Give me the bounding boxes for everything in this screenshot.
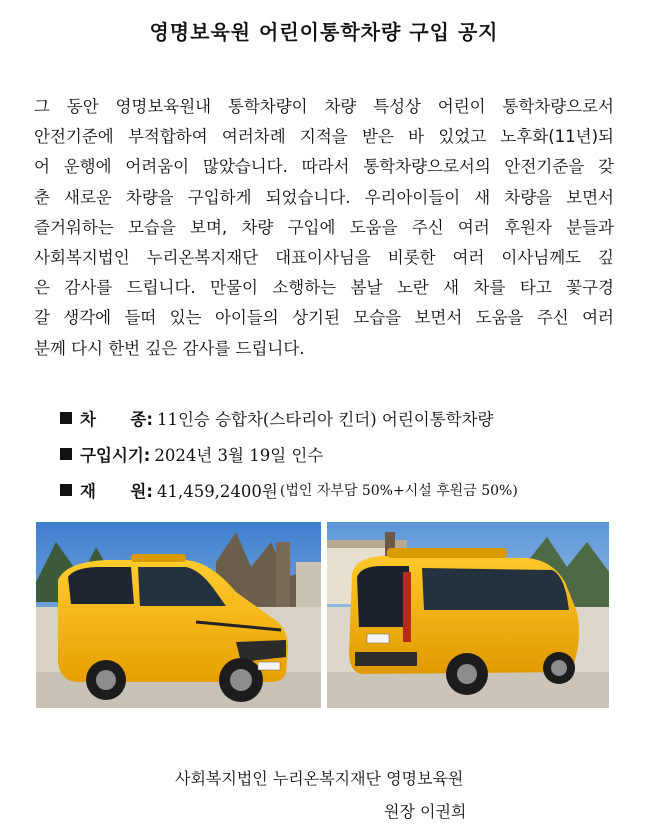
square-bullet-icon: [60, 484, 72, 496]
body-line: 어 운행에 어려움이 많았습니다. 따라서 통학차량으로서의 안전기준을 갖: [34, 157, 614, 177]
footer-director: 원장 이권희: [384, 802, 467, 821]
body-line: 분께 다시 한번 깊은 감사를 드립니다.: [34, 338, 305, 358]
spec-note: (법인 자부담 50%+시설 후원금 50%): [279, 483, 518, 499]
van-rear-photo: [327, 522, 609, 708]
body-line: 그 동안 영명보육원내 통학차량이 차량 특성상 어린이 통학차량으로서: [34, 97, 614, 116]
footer-organization: 사회복지법인 누리온복지재단 영명보육원: [175, 769, 464, 788]
spec-value: 11인승 승합차(스타리아 킨더) 어린이통학차량: [156, 410, 494, 429]
van-front-photo: [36, 522, 321, 708]
spec-value: 2024년 3월 19일 인수: [154, 446, 324, 465]
body-line: 갈 생각에 들떠 있는 아이들의 상기된 모습을 보면서 도움을 주신 여러: [34, 308, 614, 328]
body-line: 안전기준에 부적합하여 여러차례 지적을 받은 바 있었고 노후화(11년)되: [34, 127, 614, 147]
spec-label: 차 종:: [80, 410, 153, 429]
spec-row-purchase-date: [60, 436, 630, 472]
spec-row-funding: [60, 472, 630, 508]
spec-value: 41,459,2400원: [156, 482, 278, 501]
square-bullet-icon: [60, 412, 72, 424]
spec-label: 구입시기:: [80, 446, 151, 465]
page-title: 영명보육원 어린이통학차량 구입 공지: [149, 20, 499, 44]
vehicle-specs: [60, 400, 630, 508]
body-line: 즐거워하는 모습을 보며, 차량 구입에 도움을 주신 여러 후원자 분들과: [34, 217, 614, 237]
body-line: 사회복지법인 누리온복지재단 대표이사님을 비롯한 여러 이사님께도 깊: [34, 248, 614, 268]
body-line: 춘 새로운 차량을 구입하게 되었습니다. 우리아이들이 새 차량을 보면서: [34, 187, 614, 207]
spec-row-vehicle-type: [60, 400, 630, 436]
notice-body: [34, 92, 614, 364]
spec-label: 재 원:: [80, 482, 153, 501]
body-line: 은 감사를 드립니다. 만물이 소행하는 봄날 노란 새 차를 타고 꽃구경: [34, 278, 614, 298]
square-bullet-icon: [60, 448, 72, 460]
